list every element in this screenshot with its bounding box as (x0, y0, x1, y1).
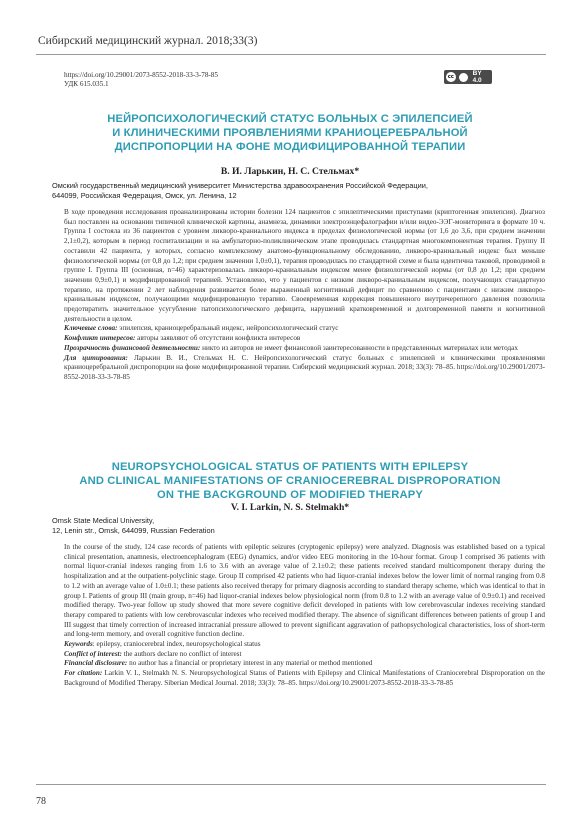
ru-citation-text: Ларькин В. И., Стельмах Н. С. Нейропсихологический статус больных с эпилепсией и клиническими проявлениями краниоцеребральной диспропорции на фоне модифицированной терапии. Сибирский медицинский журнал. 2018; 33(3): 78–85. https://doi.org/10.29001/2073-8552-2018-33-3-78-85 (64, 353, 545, 381)
en-title-line: ON THE BACKGROUND OF MODIFIED THERAPY (157, 489, 423, 501)
ru-keywords-label: Ключевые слова: (64, 324, 118, 333)
en-title-line: NEUROPSYCHOLOGICAL STATUS OF PATIENTS WITH EPILEPSY (111, 461, 469, 473)
ru-title-line: ДИСПРОПОРЦИИ НА ФОНЕ МОДИФИЦИРОВАННОЙ ТЕРАПИИ (114, 141, 466, 153)
ru-funding-text: никто из авторов не имеет финансовой заинтересованности в представленных материалах или методах (202, 343, 518, 352)
ru-affiliation-line: Омский государственный медицинский университет Министерства здравоохранения Российской Федерации, (52, 181, 428, 190)
en-citation-label: For citation: (64, 669, 103, 678)
page-number: 78 (36, 796, 46, 807)
en-funding (64, 659, 545, 669)
ru-funding-label: Прозрачность финансовой деятельности: (64, 343, 201, 352)
by-person-icon (459, 73, 468, 82)
ru-conflict (64, 334, 545, 344)
ru-conflict-label: Конфликт интересов: (64, 334, 136, 343)
ru-abstract: В ходе проведения исследования проанализированы истории болезни 124 пациентов с эпилептическими приступами (криптогенная эпилепсия). Диагноз был поставлен на основании типичной клинической картины, анамнеза, динамики электроэнцефалографии и/или видео-ЭЭГ-мониторинга в формате 10 ч. Группа I состояла из 36 пациентов с уровнем ликворо-краниального индекса в пределах физиологической нормы (от 1,6 до 3,6, при среднем значении 2,1±0,2), которым в период госпитализации и на амбулаторно-поликлиническом этапе проводилась стандартная многокомпонентная терапия. Группу II составили 42 пациента, у которых, согласно комплексному анатомо-функциональному обследованию, ликворо-краниальный индекс был меньше физиологической нормы (от 0,8 до 1,2; при среднем значении 1,0±0,1), терапия проводилась по стандартной схеме и была идентична таковой, проводимой в группе I. Группа III (основная, n=46) характеризовалась ликворо-краниальным индексом менее физиологической нормы (от 0,8 до 1,2; при среднем значении 0,9±0,1) и модифицированной терапией. Установлено, что у пациентов с низким ликворо-краниальным индексом, получающих стандартную терапию, на протяжении 2 лет наблюдения развивается более выраженный когнитивный дефицит по сравнению с пациентами с низким ликворо-краниальным индексом, получающими модифицированную терапию. Своевременная коррекция повышенного внутричерепного давления позволила предотвратить значительное усугубление патопсихологического дефицита, нарушений кратковременной и долговременной памяти и когнитивной деятельности в целом. (64, 208, 545, 323)
footer-rule (36, 784, 546, 785)
ru-keywords-text: эпилепсия, краниоцеребральный индекс, нейропсихологический статус (119, 324, 339, 333)
en-citation (64, 669, 545, 688)
ru-title-line: И КЛИНИЧЕСКИМИ ПРОЯВЛЕНИЯМИ КРАНИОЦЕРЕБРАЛЬНОЙ (112, 127, 468, 139)
cc-icon: cc (447, 74, 454, 80)
license-badge[interactable] (444, 70, 492, 84)
ru-affiliation-line: 644099, Российская Федерация, Омск, ул. Ленина, 12 (52, 190, 237, 200)
en-affiliation (52, 516, 215, 535)
en-conflict-text: the authors declare no conflict of interest (123, 649, 242, 658)
ru-conflict-text: авторы заявляют об отсутствии конфликта интересов (137, 334, 301, 343)
en-affiliation-line: Omsk State Medical University, (52, 516, 155, 525)
en-funding-text: no author has a financial or proprietary interest in any material or method mentioned (129, 659, 373, 668)
en-conflict-label: Conflict of interest: (64, 649, 122, 658)
header-rule (36, 54, 546, 55)
ru-keywords (64, 324, 545, 334)
ru-citation-label: Для цитирования: (64, 353, 128, 362)
en-authors: V. I. Larkin, N. S. Stelmakh* (230, 502, 350, 513)
en-abstract: In the course of the study, 124 case records of patients with epileptic seizures (cryptogenic epilepsy) were analyzed. Diagnosis was established based on a typical clinical presentation, anamnesis, electroencephalogram (EEG) dynamics, and/or video EEG monitoring in the 10-hour format. Group I comprised 36 patients with normal liquor-cranial indexes ranging from 1.6 to 3.6 with an average value of 2.1±0.2; these patients received standard multicomponent therapy during the hospitalization and at the outpatient-polyclinic stage. Group II comprised 42 patients who had liquor-cranial indexes below the lower limit of normal ranging from 0.8 to 1.2 with an average value of 1.0±0.1; these patients also received therapy for primary diagnosis according to standard therapy scheme, which was identical to that in group I. Patients of group III (main group, n=46) had liquor-cranial indexes below physiological norm (from 0.8 to 1.2 with an average value of 0.9±0.1) and received modified therapy. Two-year follow up study showed that more severe cognitive deficit developed in patients with low cerebrovascular indexes receiving standard therapy compared to patients with low cerebrovascular indexes who received modified therapy. The absence of significant differences between patients of group I and III suggest that timely correction of increased intracranial pressure allowed to prevent significant aggravation of pathopsychological characteristics, loss of short-term and long-term memory, and overall cognitive function decline. (64, 543, 545, 639)
en-conflict (64, 650, 545, 660)
ru-citation (64, 354, 545, 383)
ru-abstract-block (64, 208, 545, 383)
doi-link[interactable]: https://doi.org/10.29001/2073-8552-2018-33-3-78-85 (64, 71, 218, 79)
en-keywords-label: Keywords (64, 640, 93, 649)
udc-code: УДК 615.035.1 (64, 80, 109, 89)
running-head: Сибирский медицинский журнал. 2018;33(3) (38, 35, 258, 47)
ru-funding (64, 344, 545, 354)
en-keywords (64, 640, 545, 650)
en-title (60, 460, 520, 502)
en-title-line: AND CLINICAL MANIFESTATIONS OF CRANIOCEREBRAL DISPROPORATION (79, 475, 501, 487)
en-keywords-text: : epilepsy, craniocerebral index, neuropsychological status (92, 640, 261, 649)
ru-affiliation (52, 181, 428, 200)
ru-authors: В. И. Ларькин, Н. С. Стельмах* (220, 166, 360, 177)
en-funding-label: Financial disclosure: (64, 659, 128, 668)
en-affiliation-line: 12, Lenin str., Omsk, 644099, Russian Federation (52, 525, 215, 535)
license-label: BY 4.0 (472, 70, 482, 84)
ru-title (60, 112, 520, 154)
en-citation-text: Larkin V. I., Stelmakh N. S. Neuropsychological Status of Patients with Epilepsy and Clinical Manifestations of Craniocerebral Disproporation on the Background of Modified Therapy. Siberian Medical Journal. 2018; 33(3): 78–85. https://doi.org/10.29001/2073-8552-2018-33-3-78-85 (64, 669, 545, 687)
ru-title-line: НЕЙРОПСИХОЛОГИЧЕСКИЙ СТАТУС БОЛЬНЫХ С ЭПИЛЕПСИЕЙ (107, 113, 473, 125)
en-abstract-block (64, 543, 545, 689)
doi-block (64, 71, 218, 89)
